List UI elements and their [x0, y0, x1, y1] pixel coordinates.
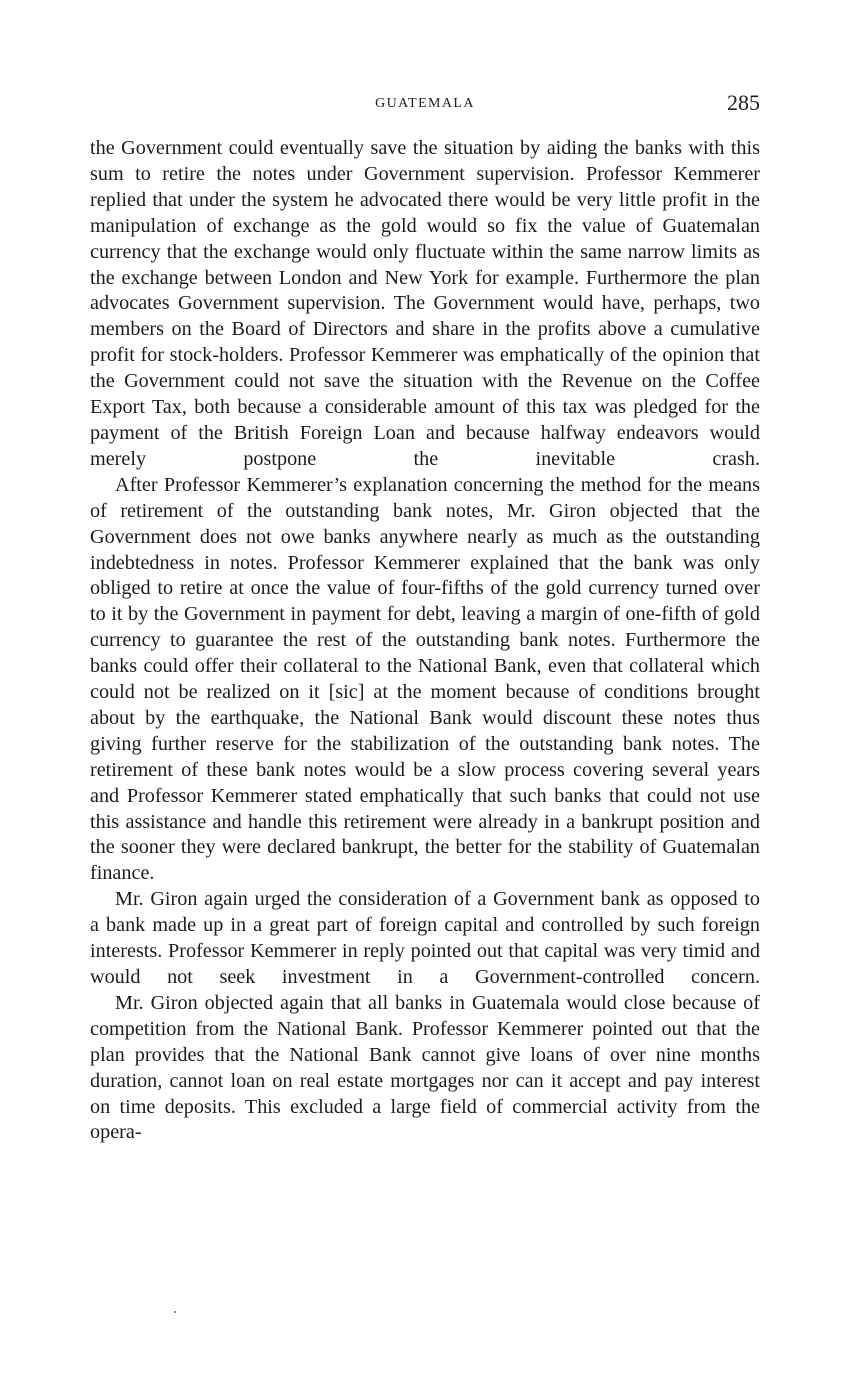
paragraph-government-bank: Mr. Giron again urged the consideration of a Government bank as opposed to a bank made up in a great part of foreign capital and controlled by such foreign interests. Professor Kemmerer in reply pointed out that capital was very timid and would not seek investment in a Government-controlled concern. — [90, 888, 760, 988]
running-header — [90, 88, 760, 128]
document-page — [90, 88, 760, 1146]
paragraph-competition: Mr. Giron objected again that all banks in Guatemala would close because of competition from the National Bank. Professor Kemmerer pointed out that the plan provides that the National Bank cannot give loans of over nine months duration, cannot loan on real estate mortgages nor can it accept and pay interest on time deposits. This excluded a large field of commercial activity from the opera- — [90, 991, 760, 1144]
scan-speck — [174, 1311, 176, 1313]
paragraph-explanation: After Professor Kemmerer’s explanation concerning the method for the means of retirement of the outstanding bank notes, Mr. Giron objected that the Government does not owe banks anywhere nearly as much as the outstanding indebtedness in notes. Professor Kemmerer explained that the bank was only obliged to retire at once the value of four-fifths of the gold currency turned over to it by the Government in payment for debt, leaving a margin of one-fifth of gold currency to guarantee the rest of the outstanding bank notes. Furthermore the banks could offer their collateral to the National Bank, even that collateral which could not be realized on it [sic] at the moment because of conditions brought about by the earthquake, the National Bank would discount these notes thus giving further reserve for the stabilization of the outstanding bank notes. The retirement of these bank notes would be a slow process covering several years and Professor Kemmerer stated emphatically that such banks that could not use this assistance and handle this retirement were already in a bankrupt position and the sooner they were declared bankrupt, the better for the stability of Guatemalan finance. — [90, 473, 760, 885]
paragraph-continuation: the Government could eventually save the situation by aiding the banks with this sum to retire the notes under Government supervision. Professor Kemmerer replied that under the system he advocated there would be very little profit in the manipulation of exchange as the gold would so fix the value of Guatemalan currency that the exchange would only fluctuate within the same narrow limits as the exchange between London and New York for example. Furthermore the plan advocates Government supervision. The Government would have, perhaps, two members on the Board of Directors and share in the profits above a cumulative profit for stock-holders. Professor Kemmerer was emphatically of the opinion that the Government could not save the situation with the Revenue on the Coffee Export Tax, both because a considerable amount of this tax was pledged for the payment of the British Foreign Loan and because halfway endeavors would merely postpone the inevitable crash. — [90, 137, 760, 470]
page-number: 285 — [727, 90, 760, 115]
running-title: GUATEMALA — [375, 96, 475, 111]
body-text — [90, 136, 760, 1146]
